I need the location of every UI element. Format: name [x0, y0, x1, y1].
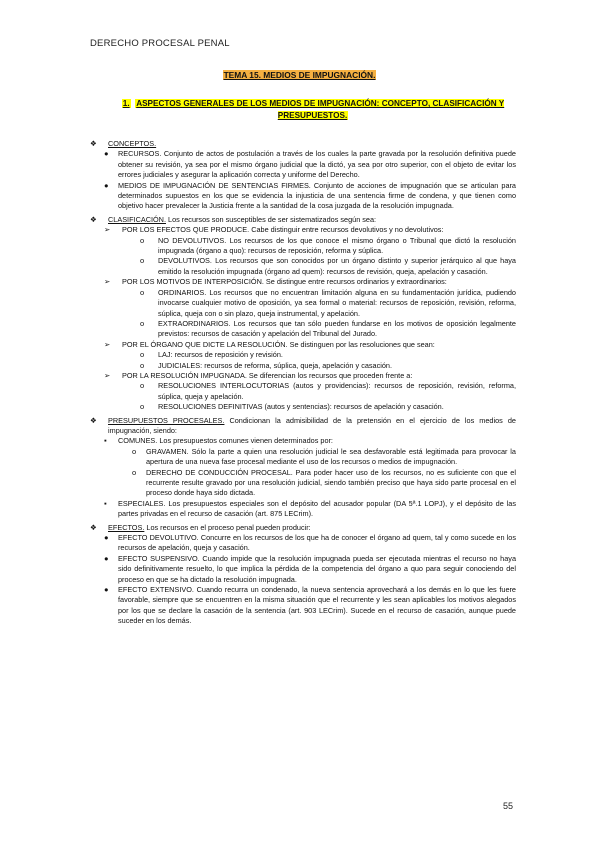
efectos-block [90, 523, 516, 533]
efecto-suspensivo: EFECTO SUSPENSIVO. Cuando impide que la resolución impugnada pueda ser ejecutada mientras el recurso no haya sido definitivamente resuelto, lo que implica la pérdida de la competencia del órgano a quo para seguir conociendo del proceso en que se ha dictado la resolución impugnada. [118, 553, 516, 584]
list-item [90, 436, 516, 446]
section-heading-text: ASPECTOS GENERALES DE LOS MEDIOS DE IMPUGNACIÓN: CONCEPTO, CLASIFICACIÓN Y PRESUPUESTOS. [136, 99, 505, 120]
list-item [140, 402, 516, 412]
circle-bullet-icon: o [140, 256, 145, 266]
document-title-text: TEMA 15. MEDIOS DE IMPUGNACIÓN. [223, 70, 376, 80]
efectos-heading: EFECTOS. [108, 522, 145, 532]
derecho-conduccion: DERECHO DE CONDUCCIÓN PROCESAL. Para poder hacer uso de los recursos, no es suficiente con que el recurrente resulte gravado por una resolución judicial, siendo también preciso que haya sido parte procesal en el proceso donde haya sido dictada. [146, 467, 516, 498]
list-item [104, 225, 516, 235]
clasificacion-heading: CLASIFICACIÓN. [108, 214, 166, 224]
concepto-medios-impugnacion: MEDIOS DE IMPUGNACIÓN DE SENTENCIAS FIRMES. Conjunto de acciones de impugnación que se articulan para determinados supuestos en los que se evidencia la injusticia de una sentencia firme de condena, y que tienen como objetivo hacer prevalecer la Justicia frente a la santidad de la cosa juzgada de la resolución impugnada. [118, 180, 516, 211]
list-item [140, 319, 516, 340]
list-item [90, 499, 516, 520]
resoluciones-interlocutorias: RESOLUCIONES INTERLOCUTORIAS (autos y providencias): recursos de reposición, revisión, reforma, súplica, queja y apelación. [158, 381, 516, 401]
circle-bullet-icon: o [140, 235, 145, 245]
presupuestos-intro: Condicionan la admisibilidad de la pretensión en el ejercicio de los medios de impugnación, siendo: [108, 415, 516, 435]
diamond-bullet-icon: ❖ [90, 415, 97, 425]
presupuestos-heading: PRESUPUESTOS PROCESALES. [108, 415, 225, 425]
list-item [140, 236, 516, 257]
efectos-intro: Los recursos en el proceso penal pueden producir: [144, 522, 311, 532]
presupuestos-especiales: ESPECIALES. Los presupuestos especiales son el depósito del acusador popular (DA 5ª.1 LOPJ), y el depósito de las partes privadas en el recurso de casación (art. 875 LECrim). [118, 498, 516, 519]
section-number: 1. [122, 99, 130, 108]
list-item [90, 181, 516, 212]
document-title [0, 70, 599, 80]
diamond-bullet-icon: ❖ [90, 139, 97, 148]
bullet-icon: ● [104, 553, 109, 563]
section-heading [108, 98, 518, 121]
conceptos-heading: CONCEPTOS. [108, 139, 157, 148]
clasificacion-motivos: POR LOS MOTIVOS DE INTERPOSICIÓN. Se distingue entre recursos ordinarios y extraordinarios: [122, 277, 447, 287]
resoluciones-definitivas: RESOLUCIONES DEFINITIVAS (autos y sentencias): recursos de apelación y casación. [158, 402, 444, 412]
document-body [90, 136, 516, 627]
presupuestos-block [90, 416, 516, 437]
laj: LAJ: recursos de reposición y revisión. [158, 350, 283, 360]
circle-bullet-icon: o [140, 381, 145, 391]
clasificacion-block [90, 215, 516, 225]
circle-bullet-icon: o [132, 467, 137, 477]
list-item [104, 371, 516, 381]
clasificacion-efectos: POR LOS EFECTOS QUE PRODUCE. Cabe distinguir entre recursos devolutivos y no devolutivos: [122, 225, 444, 235]
arrow-bullet-icon: ➢ [104, 277, 111, 287]
arrow-bullet-icon: ➢ [104, 370, 111, 380]
clasificacion-organo: POR EL ÓRGANO QUE DICTE LA RESOLUCIÓN. Se distinguen por las resoluciones que sean: [122, 339, 435, 349]
list-item [104, 277, 516, 287]
circle-bullet-icon: o [140, 360, 145, 370]
devolutivos: DEVOLUTIVOS. Los recursos que son conocidos por un órgano distinto y superior jerárquico al que haya emitido la resolución impugnada (órgano ad quem): recursos de revisión, queja, apelación y casación. [158, 256, 516, 276]
clasificacion-intro: Los recursos son susceptibles de ser sistematizados según sea: [165, 214, 377, 224]
list-item [90, 585, 516, 627]
no-devolutivos: NO DEVOLUTIVOS. Los recursos de los que conoce el mismo órgano o Tribunal que dictó la resolución impugnada (órgano a quo): recursos de reposición, reforma y súplica. [158, 235, 516, 256]
list-item [140, 350, 516, 360]
list-item [140, 256, 516, 277]
list-item [140, 361, 516, 371]
diamond-bullet-icon: ❖ [90, 522, 97, 532]
list-item [90, 533, 516, 554]
square-bullet-icon: ▪ [104, 498, 107, 508]
efecto-devolutivo: EFECTO DEVOLUTIVO. Concurre en los recursos de los que ha de conocer el órgano ad quem, tal y como sucede en los recursos de apelación, queja y casación. [118, 533, 516, 553]
bullet-icon: ● [104, 149, 109, 159]
bullet-icon: ● [104, 533, 109, 543]
bullet-icon: ● [104, 180, 109, 190]
list-item [118, 447, 516, 468]
list-item [140, 381, 516, 402]
page-number: 55 [503, 801, 514, 811]
square-bullet-icon: ▪ [104, 436, 107, 446]
circle-bullet-icon: o [140, 318, 145, 328]
list-item [104, 340, 516, 350]
gravamen: GRAVAMEN. Sólo la parte a quien una resolución judicial le sea desfavorable está legitimada para provocar la apertura de una nueva fase procesal mediante el uso de los recursos o medios de impugnación. [146, 446, 516, 467]
circle-bullet-icon: o [140, 402, 145, 412]
circle-bullet-icon: o [132, 446, 137, 456]
list-item [140, 288, 516, 319]
conceptos-block [90, 139, 516, 149]
efecto-extensivo: EFECTO EXTENSIVO. Cuando recurra un condenado, la nueva sentencia aprovechará a los demás en lo que les fuere favorable, siempre que se encuentren en la misma situación que el recurrente y les sean aplicables los motivos alegados por los que se declare la casación de la sentencia (art. 903 LECrim). Sucede en el recurso de casación, aunque puede suceder en los demás. [118, 585, 516, 626]
page-header: DERECHO PROCESAL PENAL [90, 38, 230, 49]
diamond-bullet-icon: ❖ [90, 214, 97, 224]
extraordinarios: EXTRAORDINARIOS. Los recursos que tan sólo pueden fundarse en los motivos de oposición legalmente previstos: recursos de casación y apelación del Tribunal del Jurado. [158, 318, 516, 339]
circle-bullet-icon: o [140, 287, 145, 297]
judiciales: JUDICIALES: recursos de reforma, súplica, queja, apelación y casación. [158, 360, 393, 370]
list-item [90, 554, 516, 585]
list-item [90, 149, 516, 180]
presupuestos-comunes: COMUNES. Los presupuestos comunes vienen determinados por: [118, 436, 333, 446]
ordinarios: ORDINARIOS. Los recursos que no encuentran limitación alguna en su fundamentación jurídica, pudiendo invocarse cualquier motivo de oposición, ya sea formal o material: recursos de reposición, revisión, reforma, súplica, queja con o sin plazo, queja instrumental, y apelación. [158, 287, 516, 318]
arrow-bullet-icon: ➢ [104, 339, 111, 349]
bullet-icon: ● [104, 585, 109, 595]
circle-bullet-icon: o [140, 350, 145, 360]
concepto-recursos: RECURSOS. Conjunto de actos de postulación a través de los cuales la parte gravada por la resolución definitiva puede obtener su revisión, ya sea por el mismo órgano judicial que la dictó, ya sea por otro superior, con el objeto de evitar los errores judiciales y asegurar la aplicación correcta y uniforme del Derecho. [118, 149, 516, 180]
clasificacion-resolucion: POR LA RESOLUCIÓN IMPUGNADA. Se diferencian los recursos que proceden frente a: [122, 370, 413, 380]
list-item [118, 468, 516, 499]
arrow-bullet-icon: ➢ [104, 225, 111, 235]
